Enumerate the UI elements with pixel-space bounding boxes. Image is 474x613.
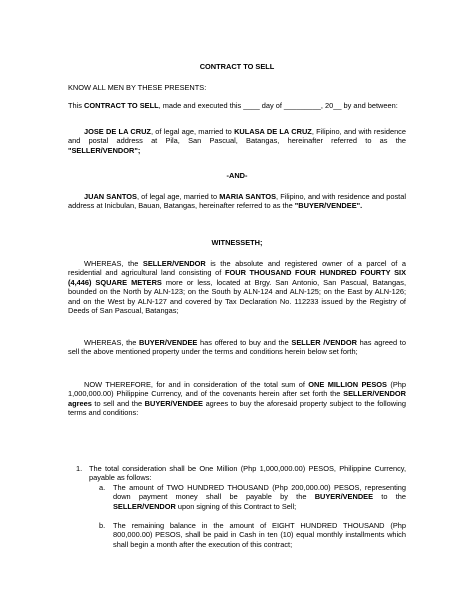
whereas-offer-paragraph: WHEREAS, the BUYER/VENDEE has offered to buy and the SELLER /VENDOR has agreed to sell the above mentioned property under the terms and conditions herein below set forth;	[68, 338, 406, 357]
contract-title: CONTRACT TO SELL	[199, 62, 275, 71]
and-separator: -AND-	[226, 171, 248, 180]
whereas-ownership-paragraph: WHEREAS, the SELLER/VENDOR is the absolute and registered owner of a parcel of a residential and agricultural land consisting of FOUR THOUSAND FOUR HUNDRED FOURTY SIX (4,446) SQUARE METERS more or less, located at Brgy. San Antonio, San Pascual, Batangas, bounded on the North by ALN-123; on the South by ALN-124 and ALN-125; on the East by ALN-126; and on the West by ALN-127 and covered by Tax Declaration No. 112233 issued by the Registry of Deeds of San Pascual, Batangas;	[68, 259, 406, 316]
item-1b-text: The remaining balance in the amount of EIGHT HUNDRED THOUSAND (Php 800,000.00) PESOS, shall be paid in Cash in ten (10) equal monthly installments which shall begin a month after the execution of this contract;	[113, 521, 406, 549]
intro-paragraph: This CONTRACT TO SELL, made and executed this ____ day of _________, 20__ by and between:	[68, 101, 398, 110]
item-1b-letter: b.	[99, 521, 106, 530]
seller-paragraph: JOSE DE LA CRUZ, of legal age, married to KULASA DE LA CRUZ, Filipino, and with residence and postal address at Pila, San Pascual, Batangas, hereinafter referred to as the "SELLER/VENDOR";	[68, 127, 406, 155]
item-1-text: The total consideration shall be One Million (Php 1,000,000.00) PESOS, Philippine Currency, payable as follows:	[89, 464, 406, 483]
buyer-paragraph: JUAN SANTOS, of legal age, married to MARIA SANTOS, Filipino, and with residence and postal address at Inicbulan, Bauan, Batangas, hereinafter referred to as the "BUYER/VENDEE".	[68, 192, 406, 211]
item-1a-letter: a.	[99, 483, 106, 492]
witnesseth-heading: WITNESSETH;	[211, 238, 263, 247]
item-1-number: 1.	[76, 464, 83, 473]
item-1a-text: The amount of TWO HUNDRED THOUSAND (Php 200,000.00) PESOS, representing down payment money shall be payable by the BUYER/VENDEE to the SELLER/VENDOR upon signing of this Contract to Sell;	[113, 483, 406, 511]
know-all-line: KNOW ALL MEN BY THESE PRESENTS:	[68, 83, 207, 92]
now-therefore-paragraph: NOW THEREFORE, for and in consideration of the total sum of ONE MILLION PESOS (Php 1,000,000.00) Philippine Currency, and of the covenants herein after set forth the SELLER/VENDOR agrees to sell and the BUYER/VENDEE agrees to buy the aforesaid property subject to the following terms and conditions:	[68, 380, 406, 418]
